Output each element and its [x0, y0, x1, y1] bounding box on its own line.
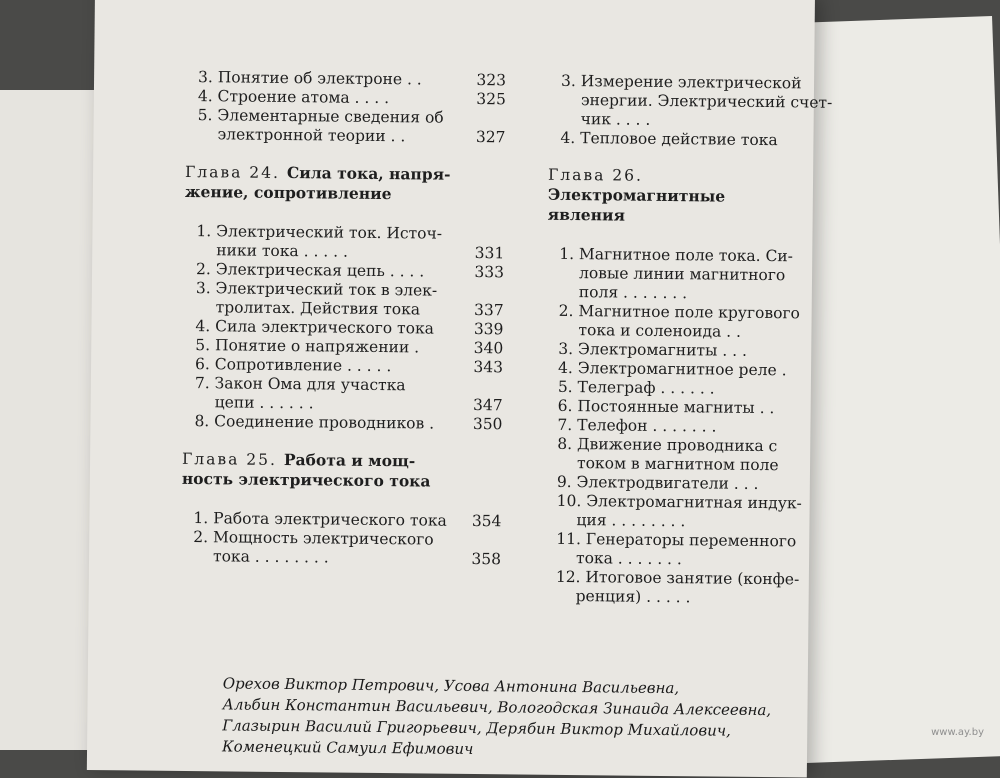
leader-dots: .	[424, 414, 435, 433]
toc-line	[194, 412, 502, 434]
item-title: Работа электрического тока	[213, 509, 447, 530]
page-number: 327	[475, 127, 506, 147]
chapter-title: явления	[547, 204, 626, 225]
leader-dots: . . . . . .	[655, 378, 715, 398]
item-title: Электрическая цепь	[215, 260, 385, 281]
toc-list	[556, 245, 808, 609]
chapter-heading-line	[548, 166, 808, 208]
toc-line	[559, 283, 807, 305]
toc-line	[557, 416, 805, 438]
item-number: 8.	[194, 412, 215, 431]
leader-dots: . .	[401, 70, 422, 89]
leader-dots: . . .	[728, 474, 759, 493]
authors-line: Альбин Константин Васильевич, Вологодская Зинаида Алексеевна,	[222, 695, 772, 720]
leader-dots: . .	[721, 322, 742, 341]
page-number: 323	[476, 71, 507, 90]
toc-line	[558, 340, 806, 362]
toc-item	[559, 245, 808, 305]
item-number: 7.	[194, 374, 215, 393]
toc-line	[557, 435, 805, 457]
chapter-number: Глава 26.	[547, 165, 644, 185]
toc-line	[561, 72, 809, 94]
leader-dots: . . . . . . . .	[249, 547, 329, 567]
leader-dots: . . . . . . . .	[606, 511, 686, 531]
leader-dots: . . . .	[610, 110, 651, 129]
toc-line	[559, 302, 807, 324]
chapter-heading-line	[548, 205, 808, 228]
toc-line	[556, 587, 804, 609]
toc-line	[557, 454, 805, 476]
item-title: тролитах. Действия тока	[215, 298, 421, 319]
toc-item	[558, 378, 806, 400]
item-title: тока и соленоида	[578, 321, 722, 341]
item-title: Элементарные сведения об	[217, 106, 444, 127]
page-number: 339	[473, 319, 504, 339]
item-title: электронной теории	[217, 125, 386, 146]
chapter-title: Электромагнитные	[547, 184, 726, 206]
toc-item	[197, 106, 505, 147]
leader-dots: . . . .	[349, 88, 390, 108]
leader-dots: . . . . . . .	[647, 416, 717, 436]
toc-item	[557, 416, 805, 438]
item-title: Магнитное поле кругового	[578, 302, 801, 323]
leader-dots: . . . . . . .	[618, 283, 688, 303]
page-number: 325	[476, 89, 506, 109]
leader-dots: . . . . . .	[254, 393, 314, 413]
chapter-heading	[185, 162, 505, 205]
authors-line: Коменецкий Самуил Ефимович	[221, 737, 474, 759]
item-title: Закон Ома для участка	[214, 374, 406, 395]
item-title: Электродвигатели	[576, 473, 729, 493]
item-number: 12.	[555, 567, 586, 587]
item-number: 3.	[195, 279, 216, 298]
item-title: поля	[578, 283, 619, 302]
item-title: тока	[575, 549, 614, 568]
toc-item	[560, 129, 808, 151]
page-number: 358	[471, 549, 502, 569]
right-toc-column	[544, 71, 833, 609]
item-number: 5.	[557, 377, 578, 397]
item-number: 1.	[193, 509, 214, 528]
toc-list	[193, 509, 502, 569]
item-title: Строение атома	[217, 87, 350, 107]
toc-list	[197, 68, 506, 147]
toc-line	[558, 321, 806, 343]
item-title: ция	[576, 511, 607, 530]
leader-dots: .	[776, 361, 787, 380]
left-toc-column	[181, 68, 506, 569]
toc-line	[557, 492, 805, 514]
leader-dots: . .	[385, 127, 406, 146]
item-number: 7.	[557, 415, 578, 435]
toc-line	[193, 547, 501, 569]
page-number: 337	[473, 300, 504, 320]
toc-line	[556, 530, 804, 552]
leader-dots: . . . . .	[641, 587, 691, 607]
chapter-title: ность электрического тока	[181, 468, 431, 491]
page-number: 333	[474, 262, 505, 282]
chapter-number: Глава 24.	[185, 162, 288, 183]
item-title: Итоговое занятие (конфе-	[585, 568, 800, 589]
chapter-heading	[548, 166, 809, 228]
toc-line	[556, 568, 804, 590]
item-title: Сила электрического тока	[215, 317, 435, 338]
toc-line	[560, 129, 808, 151]
toc-line	[558, 359, 806, 381]
item-title: Генераторы переменного	[585, 530, 797, 551]
item-title: Тепловое действие тока	[580, 129, 778, 150]
item-number: 11.	[556, 529, 586, 549]
page-number: 331	[474, 243, 505, 263]
leader-dots: . .	[754, 398, 775, 418]
item-number: 4.	[560, 128, 581, 148]
toc-line	[557, 473, 805, 495]
toc-item	[558, 397, 806, 419]
item-title: ловые линии магнитного	[578, 264, 786, 285]
item-title: Телефон	[577, 416, 648, 435]
item-number: 4.	[197, 87, 218, 106]
item-title: Мощность электрического	[212, 528, 434, 549]
leader-dots: .	[409, 338, 420, 357]
toc-line	[561, 110, 809, 132]
chapter-heading-line	[182, 469, 502, 492]
item-number: 2.	[558, 301, 579, 321]
authors-line: Орехов Виктор Петрович, Усова Антонина Васильевна,	[222, 674, 680, 698]
item-title: ренция)	[575, 587, 642, 606]
item-number: 2.	[193, 528, 214, 547]
item-title: Понятие о напряжении	[214, 336, 410, 357]
item-title: Соединение проводников	[214, 412, 425, 433]
item-title: Электромагниты	[577, 340, 718, 360]
toc-item	[560, 71, 833, 132]
chapter-title: Сила тока, напря-	[286, 163, 451, 184]
page-number: 340	[473, 338, 504, 358]
item-title: Понятие об электроне	[217, 68, 403, 89]
toc-item	[558, 340, 806, 362]
toc-item	[556, 530, 804, 571]
authors-line: Глазырин Василий Григорьевич, Дерябин Виктор Михайлович,	[222, 716, 731, 740]
leader-dots: . . . .	[384, 262, 425, 281]
chapter-title: Работа и мощ-	[283, 450, 416, 471]
item-title: энергии. Электрический счет-	[580, 91, 833, 112]
item-number: 1.	[196, 222, 217, 241]
leader-dots: . . . . .	[341, 356, 392, 376]
leader-dots: . . .	[717, 341, 748, 360]
toc-item	[196, 279, 504, 320]
chapter-heading	[182, 449, 502, 492]
item-number: 2.	[195, 260, 216, 279]
toc-item	[196, 222, 504, 263]
item-title: Измерение электрической	[580, 72, 802, 93]
toc-item	[557, 473, 805, 495]
item-number: 6.	[194, 355, 215, 374]
toc-line	[556, 511, 804, 533]
item-number: 4.	[195, 317, 216, 336]
leader-dots: . . . . . . .	[612, 549, 682, 569]
item-number: 5.	[197, 106, 218, 125]
toc-line	[558, 397, 806, 419]
item-title: Телеграф	[577, 378, 656, 397]
page-number: 347	[472, 395, 503, 415]
item-title: током в магнитном поле	[576, 454, 779, 475]
toc-line	[556, 549, 804, 571]
item-number: 3.	[558, 339, 579, 359]
watermark: www.ay.by	[931, 727, 984, 738]
item-title: Электромагнитная индук-	[586, 492, 802, 513]
item-number: 4.	[557, 358, 578, 378]
chapter-number: Глава 25.	[181, 449, 285, 470]
toc-item	[557, 435, 805, 476]
toc-line	[559, 264, 807, 286]
toc-list	[194, 222, 504, 434]
item-title: Магнитное поле тока. Си-	[578, 245, 794, 266]
toc-line	[558, 378, 806, 400]
chapter-heading-line	[185, 182, 505, 205]
item-title: Сопротивление	[214, 355, 343, 375]
toc-list	[560, 71, 833, 151]
item-number: 3.	[197, 68, 218, 87]
toc-item	[558, 302, 806, 343]
item-number: 1.	[559, 244, 580, 264]
item-title: ники тока	[216, 241, 299, 261]
toc-line	[561, 91, 833, 113]
item-number: 5.	[195, 336, 216, 355]
toc-line	[197, 125, 505, 147]
item-title: цепи	[214, 393, 255, 412]
toc-item	[556, 568, 804, 609]
book-page	[87, 0, 833, 777]
toc-item	[194, 412, 502, 434]
item-number: 3.	[560, 71, 581, 91]
page-number: 354	[471, 511, 502, 531]
item-number: 8.	[557, 434, 578, 454]
item-title: Электрический ток в элек-	[215, 279, 438, 300]
chapter-title: жение, сопротивление	[184, 181, 392, 204]
toc-item	[193, 528, 501, 569]
toc-line	[559, 245, 807, 267]
item-number: 10.	[556, 491, 587, 511]
item-title: чик	[580, 110, 612, 129]
item-title: Движение проводника с	[576, 435, 778, 456]
page-number: 350	[472, 414, 503, 434]
item-title: тока	[212, 547, 251, 566]
toc-item	[558, 359, 806, 381]
leader-dots: . . . . .	[298, 242, 349, 261]
item-title: Постоянные магниты	[577, 397, 755, 417]
item-title: Электрический ток. Источ-	[216, 222, 443, 243]
page-number: 343	[473, 357, 504, 377]
toc-item	[556, 492, 804, 533]
item-title: Электромагнитное реле	[577, 359, 777, 380]
item-number: 9.	[556, 472, 577, 492]
toc-item	[195, 374, 503, 415]
item-number: 6.	[557, 396, 578, 416]
